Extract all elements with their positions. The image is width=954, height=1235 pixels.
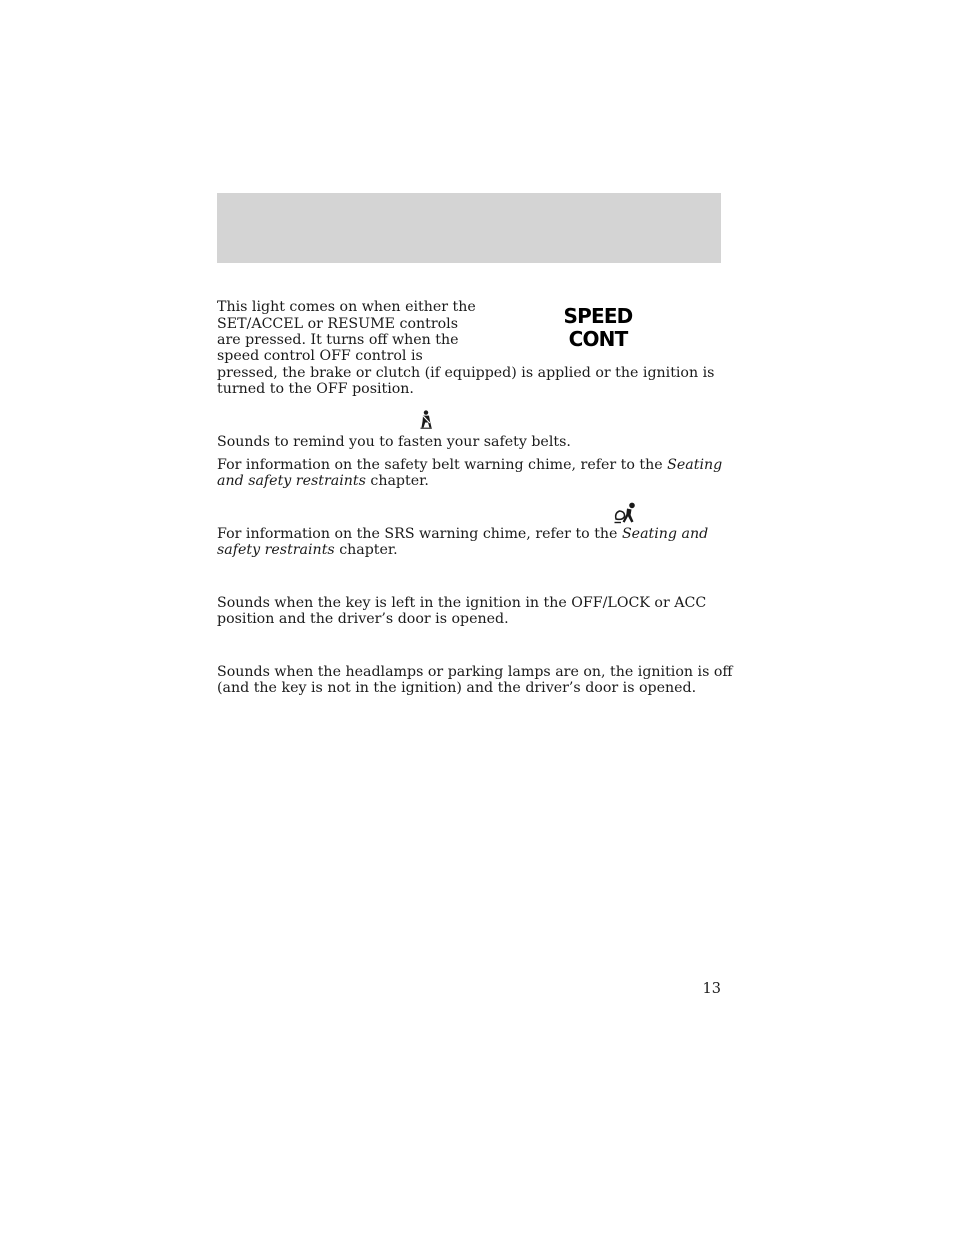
srs-reference-suffix: chapter. — [339, 542, 398, 558]
srs-reference-link-part1: Seating and — [621, 526, 709, 542]
airbag-icon — [613, 502, 637, 524]
key-chime-line1: Sounds when the key is left in the ignition in the OFF/LOCK or ACC — [217, 595, 707, 611]
speed-label: SPEED — [563, 304, 633, 328]
safety-belt-chime-text: Sounds to remind you to fasten your safety belts. — [217, 434, 571, 450]
safety-belt-reference-suffix: chapter. — [370, 473, 429, 489]
srs-reference-line2 — [217, 542, 398, 558]
cont-label: CONT — [568, 327, 628, 351]
headlamp-chime-line2: (and the key is not in the ignition) and the driver’s door is opened. — [217, 680, 697, 696]
speed-control-text-line2: SET/ACCEL or RESUME controls — [217, 316, 458, 332]
speed-control-text-line5: pressed, the brake or clutch (if equipped) is applied or the ignition is — [217, 365, 715, 381]
srs-reference-prefix: For information on the SRS warning chime, refer to the — [217, 526, 618, 542]
safety-belt-reference-link-part2: and safety restraints — [217, 473, 366, 489]
srs-reference-line1 — [217, 526, 708, 542]
speed-control-indicator-icon — [548, 305, 648, 351]
speed-control-text-line6: turned to the OFF position. — [217, 381, 414, 397]
speed-control-text-line1: This light comes on when either the — [217, 299, 476, 315]
safety-belt-reference-link-part1: Seating — [667, 457, 723, 473]
section-header-band — [217, 193, 721, 263]
safety-belt-reference-line1 — [217, 457, 722, 473]
headlamp-chime-line1: Sounds when the headlamps or parking lamps are on, the ignition is off — [217, 664, 733, 680]
key-chime-line2: position and the driver’s door is opened. — [217, 611, 509, 627]
safety-belt-reference-line2 — [217, 473, 429, 489]
page-number: 13 — [702, 981, 721, 997]
srs-reference-link-part2: safety restraints — [217, 542, 335, 558]
safety-belt-reference-prefix: For information on the safety belt warning chime, refer to the — [217, 457, 663, 473]
speed-control-text-line4: speed control OFF control is — [217, 348, 423, 364]
seat-belt-icon — [418, 410, 434, 429]
speed-control-text-line3: are pressed. It turns off when the — [217, 332, 459, 348]
